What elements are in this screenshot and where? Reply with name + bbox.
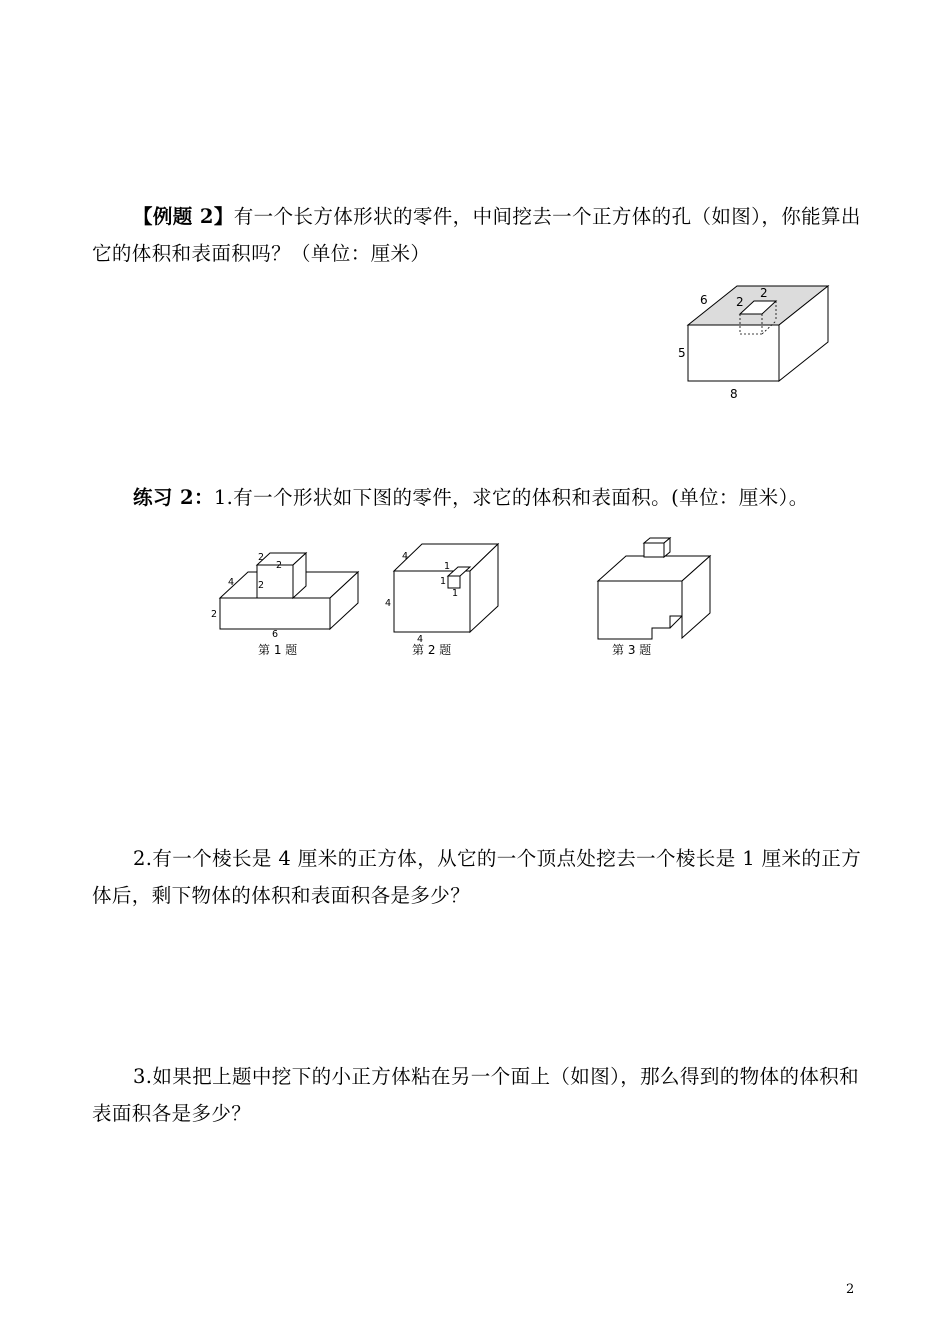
fig1-label-height: 2 (211, 609, 218, 620)
label-hole-side: 2 (736, 295, 744, 309)
exercise-2-item-1-text: 1.有一个形状如下图的零件，求它的体积和表面积。(单位：厘米）。 (213, 486, 809, 509)
block-front-face (688, 325, 779, 381)
fig2-label-notch-left: 1 (440, 576, 447, 587)
exercise-2-title: 练习 2： (133, 486, 214, 509)
fig2-label-notch-top: 1 (444, 561, 451, 572)
figure-2 (380, 536, 520, 656)
figure-1 (200, 536, 370, 656)
exercise-2-item-1 (92, 479, 862, 516)
example-2-paragraph (92, 198, 862, 272)
fig2-label-notch-side: 1 (452, 588, 459, 599)
fig1-label-depth: 4 (228, 577, 235, 588)
exercise-figures (200, 536, 740, 656)
fig1-label-cube-top: 2 (258, 552, 265, 563)
notch-back-face (448, 576, 460, 588)
exercise-2-item-3-text: 3.如果把上题中挖下的小正方体粘在另一个面上（如图），那么得到的物体的体积和表面积各是多少？ (92, 1065, 860, 1125)
label-hole-top: 2 (760, 286, 768, 300)
fig2-caption: 第 2 题 (412, 643, 452, 657)
example-2-text: 有一个长方体形状的零件，中间挖去一个正方体的孔（如图），你能算出它的体积和表面积吗？（单位：厘米） (92, 205, 861, 265)
exercise-2-item-2-text: 2.有一个棱长是 4 厘米的正方体，从它的一个顶点处挖去一个棱长是 1 厘米的正方体后，剩下物体的体积和表面积各是多少？ (92, 847, 862, 907)
example-2-title: 【例题 2】 (133, 205, 234, 228)
fig2-label-depth: 4 (402, 551, 409, 562)
fig2-label-length: 4 (417, 634, 424, 645)
fig1-label-cube-side: 2 (276, 560, 283, 571)
exercise-2-item-2 (92, 840, 862, 914)
fig3-caption: 第 3 题 (612, 643, 652, 657)
base-front-face (220, 598, 330, 629)
notch-edge (670, 616, 682, 628)
label-eight: 8 (730, 387, 738, 401)
label-six: 6 (700, 293, 708, 307)
small-cube-front (644, 543, 664, 557)
fig1-caption: 第 1 题 (258, 643, 298, 657)
fig2-label-height: 4 (385, 598, 392, 609)
page-number: 2 (846, 1282, 855, 1297)
cube-front-face (598, 581, 682, 639)
fig1-label-cube-height: 2 (258, 580, 265, 591)
figure-3 (590, 536, 730, 656)
exercise-2-item-3 (92, 1058, 862, 1132)
label-five: 5 (678, 346, 686, 360)
example-2-figure (670, 282, 840, 404)
fig1-label-length: 6 (272, 629, 279, 640)
